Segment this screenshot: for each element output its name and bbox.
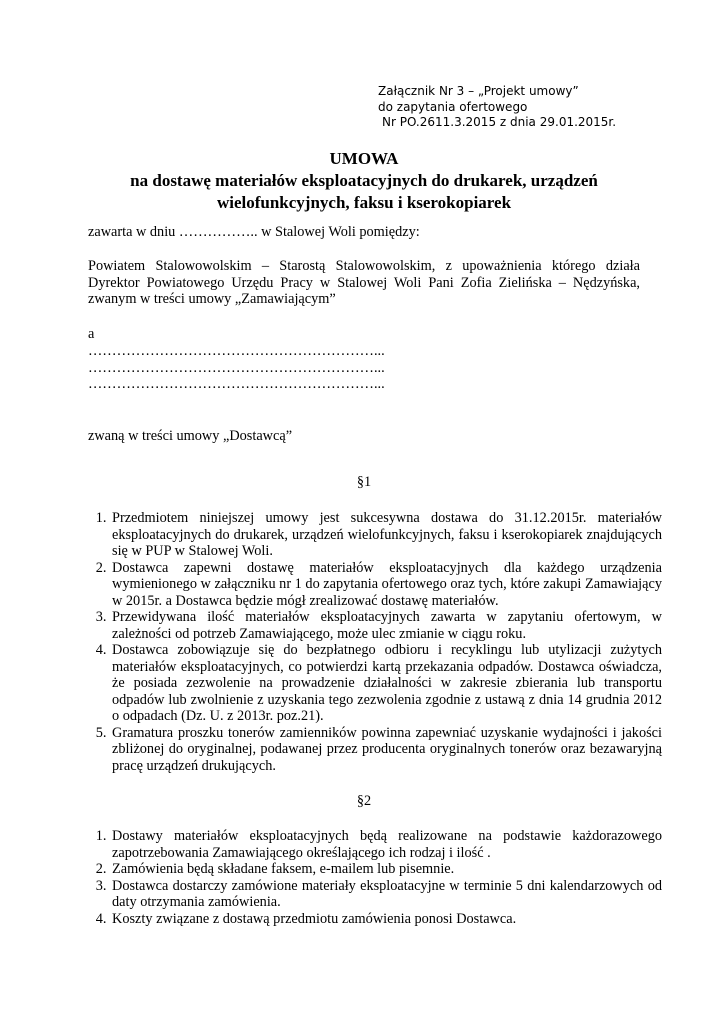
annex-header bbox=[378, 84, 708, 131]
and-conjunction: a bbox=[88, 326, 95, 342]
supplier-blank-lines bbox=[88, 343, 640, 393]
annex-reference: Nr PO.2611.3.2015 z dnia 29.01.2015r. bbox=[382, 115, 617, 129]
list-item: 4. Dostawca zobowiązuje się do bezpłatnego odbioru i recyklingu lub utylizacji zużytych materiałów eksploatacyjnych, co potwierdzi kartą przekazania odpadów. Dostawca oświadcza, że posiada zezwolenie na prowadzenie działalności w zakresie zbierania lub transportu odpadów lub zwolnienie z uzyskania tego zezwolenia zgodnie z ustawą z dnia 14 grudnia 2012 o odpadach (Dz. U. z 2013r. poz.21). bbox=[110, 642, 662, 725]
party-two-line: zwaną w treści umowy „Dostawcą” bbox=[88, 428, 293, 444]
list-item: 5. Gramatura proszku tonerów zamienników powinna zapewniać uzyskanie wydajności i jakości zbliżonej do oryginalnej, podawanej przez producenta oryginalnych tonerów oraz bezawaryjną pracę urządzeń drukujących. bbox=[110, 725, 662, 775]
section-2-heading: §2 bbox=[356, 793, 372, 809]
section-2-list bbox=[88, 828, 662, 927]
blank-line: ……………………………………………………... bbox=[88, 376, 385, 392]
list-item: 2. Dostawca zapewni dostawę materiałów eksploatacyjnych dla każdego urządzenia wymienionego w załączniku nr 1 do zapytania ofertowego oraz tych, które zakupi Zamawiający w 2015r. a Dostawca będzie mógł zrealizować dostawę materiałów. bbox=[110, 560, 662, 610]
contract-title-sub1: na dostawę materiałów eksploatacyjnych do drukarek, urządzeń bbox=[130, 171, 598, 190]
annex-subtitle: do zapytania ofertowego bbox=[378, 99, 528, 114]
contract-title-main: UMOWA bbox=[329, 149, 399, 168]
list-item: 1. Przedmiotem niniejszej umowy jest sukcesywna dostawa do 31.12.2015r. materiałów eksploatacyjnych do drukarek, urządzeń wielofunkcyjnych, faksu i kserokopiarek znajdujących się w PUP w Stalowej Woli. bbox=[110, 510, 662, 560]
annex-title: Załącznik Nr 3 – „Projekt umowy” bbox=[378, 84, 579, 98]
blank-line: ……………………………………………………... bbox=[88, 343, 385, 359]
list-item: 3. Dostawca dostarczy zamówione materiały eksploatacyjne w terminie 5 dni kalendarzowych od daty otrzymania zamówienia. bbox=[110, 878, 662, 911]
section-1-list bbox=[88, 510, 662, 774]
contract-title bbox=[88, 148, 640, 214]
list-item: 2. Zamówienia będą składane faksem, e-mailem lub pisemnie. bbox=[110, 861, 662, 878]
list-item: 1. Dostawy materiałów eksploatacyjnych będą realizowane na podstawie każdorazowego zapotrzebowania Zamawiającego określającego ich rodzaj i ilość . bbox=[110, 828, 662, 861]
list-item: 4. Koszty związane z dostawą przedmiotu zamówienia ponosi Dostawca. bbox=[110, 911, 662, 928]
party-one-paragraph: Powiatem Stalowowolskim – Starostą Stalowowolskim, z upoważnienia którego działa Dyrektor Powiatowego Urzędu Pracy w Stalowej Woli Pani Zofia Zielińska – Nędzyńska, zwanym w treści umowy „Zamawiającym” bbox=[88, 258, 640, 307]
contract-title-sub2: wielofunkcyjnych, faksu i kserokopiarek bbox=[216, 193, 512, 212]
section-1-heading: §1 bbox=[356, 474, 372, 490]
blank-line: ……………………………………………………... bbox=[88, 359, 385, 376]
list-item: 3. Przewidywana ilość materiałów eksploatacyjnych zawarta w zapytaniu ofertowym, w zależności od potrzeb Zamawiającego, może ulec zmianie w ciągu roku. bbox=[110, 609, 662, 642]
concluded-line: zawarta w dniu …………….. w Stalowej Woli pomiędzy: bbox=[88, 224, 420, 240]
